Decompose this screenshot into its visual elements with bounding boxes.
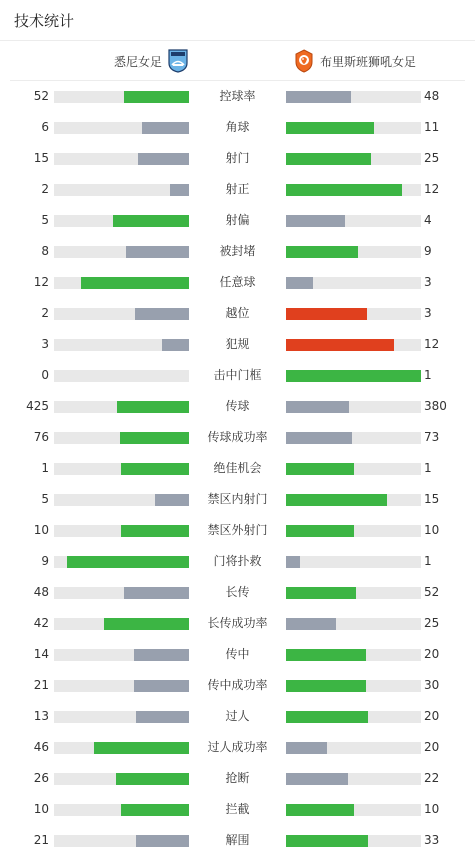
- away-stat-bar-fill: [286, 742, 327, 754]
- stat-row: [0, 670, 475, 701]
- away-stat-bar: [286, 711, 421, 723]
- home-stat-value: 21: [33, 833, 49, 847]
- home-stat-value: 1: [41, 461, 49, 475]
- away-stat-value: 1: [424, 554, 432, 568]
- away-team-header: [294, 49, 416, 73]
- away-stat-bar: [286, 463, 421, 475]
- home-stat-value: 10: [33, 802, 49, 816]
- home-stat-value: 13: [33, 709, 49, 723]
- stat-label: 犯规: [225, 337, 250, 351]
- home-stat-bar: [54, 246, 189, 258]
- home-stat-bar: [54, 680, 189, 692]
- home-stat-bar-fill: [136, 835, 189, 847]
- home-stat-value: 3: [41, 337, 49, 351]
- stat-row: [0, 577, 475, 608]
- stat-label: 抢断: [225, 771, 250, 785]
- home-stat-bar: [54, 742, 189, 754]
- home-stat-bar: [54, 432, 189, 444]
- home-stat-bar: [54, 91, 189, 103]
- stat-label: 绝佳机会: [213, 461, 262, 475]
- home-stat-value: 14: [33, 647, 49, 661]
- stat-row: [0, 794, 475, 825]
- home-stat-value: 76: [33, 430, 49, 444]
- away-stat-bar-fill: [286, 618, 336, 630]
- away-stat-bar: [286, 153, 421, 165]
- away-stat-value: 10: [424, 802, 440, 816]
- away-stat-bar: [286, 277, 421, 289]
- home-stat-bar: [54, 711, 189, 723]
- home-stat-bar-fill: [162, 339, 189, 351]
- home-stat-value: 52: [33, 89, 49, 103]
- stat-label: 传球成功率: [207, 430, 268, 444]
- away-stat-bar: [286, 525, 421, 537]
- away-stat-bar-fill: [286, 246, 358, 258]
- stat-label: 禁区外射门: [207, 523, 268, 537]
- stat-row: [0, 143, 475, 174]
- stat-row: [0, 81, 475, 112]
- away-stat-value: 3: [424, 275, 432, 289]
- away-stat-bar: [286, 494, 421, 506]
- home-stat-bar-fill: [81, 277, 189, 289]
- home-stat-value: 15: [33, 151, 49, 165]
- home-stat-value: 26: [33, 771, 49, 785]
- away-stat-value: 33: [424, 833, 440, 847]
- stat-row: [0, 112, 475, 143]
- stat-row: [0, 732, 475, 763]
- stat-label: 角球: [225, 120, 250, 134]
- away-stat-bar: [286, 804, 421, 816]
- stat-row: [0, 825, 475, 856]
- stat-row: [0, 608, 475, 639]
- home-stat-value: 0: [41, 368, 49, 382]
- stat-label: 拦截: [225, 802, 250, 816]
- home-team-header: [114, 49, 188, 73]
- stat-row: [0, 205, 475, 236]
- section-title: 技术统计: [14, 12, 75, 30]
- stat-row: [0, 174, 475, 205]
- away-stat-value: 12: [424, 182, 440, 196]
- stat-label: 传中成功率: [207, 678, 268, 692]
- stat-label: 传中: [225, 647, 250, 661]
- home-stat-bar-fill: [121, 525, 189, 537]
- away-stat-bar-fill: [286, 804, 354, 816]
- away-stat-value: 25: [424, 616, 440, 630]
- stat-row: [0, 267, 475, 298]
- away-stat-bar: [286, 122, 421, 134]
- home-stat-bar-fill: [142, 122, 189, 134]
- stat-row: [0, 422, 475, 453]
- away-stat-value: 10: [424, 523, 440, 537]
- stat-row: [0, 701, 475, 732]
- away-stat-bar: [286, 587, 421, 599]
- stat-row: [0, 298, 475, 329]
- stat-label: 射门: [225, 151, 250, 165]
- home-stat-value: 42: [33, 616, 49, 630]
- away-stat-value: 9: [424, 244, 432, 258]
- away-stat-value: 52: [424, 585, 440, 599]
- stat-row: [0, 360, 475, 391]
- stat-label: 射正: [225, 182, 250, 196]
- away-stat-value: 4: [424, 213, 432, 227]
- away-stat-bar-fill: [286, 339, 394, 351]
- away-stat-value: 380: [424, 399, 447, 413]
- away-stat-value: 3: [424, 306, 432, 320]
- away-stat-bar-fill: [286, 122, 374, 134]
- away-stat-bar-fill: [286, 773, 348, 785]
- away-stat-value: 1: [424, 461, 432, 475]
- away-stat-bar-fill: [286, 432, 352, 444]
- home-stat-bar: [54, 649, 189, 661]
- stat-row: [0, 639, 475, 670]
- away-stat-bar-fill: [286, 525, 354, 537]
- home-stat-value: 425: [26, 399, 49, 413]
- away-stat-bar-fill: [286, 556, 300, 568]
- home-stat-bar-fill: [124, 91, 189, 103]
- away-stat-bar-fill: [286, 277, 313, 289]
- away-stat-value: 12: [424, 337, 440, 351]
- stat-label: 击中门框: [213, 368, 262, 382]
- home-stat-value: 2: [41, 306, 49, 320]
- sydney-fc-crest-icon: [168, 49, 188, 73]
- home-stat-bar-fill: [117, 401, 189, 413]
- stat-row: [0, 763, 475, 794]
- away-stat-bar: [286, 401, 421, 413]
- away-stat-bar-fill: [286, 308, 367, 320]
- home-stat-value: 46: [33, 740, 49, 754]
- stat-row: [0, 515, 475, 546]
- away-stat-bar-fill: [286, 649, 366, 661]
- away-stat-bar: [286, 835, 421, 847]
- home-stat-bar: [54, 587, 189, 599]
- home-stat-bar-fill: [67, 556, 189, 568]
- home-stat-bar: [54, 308, 189, 320]
- stat-row: [0, 236, 475, 267]
- home-stat-bar-fill: [121, 463, 189, 475]
- home-stat-bar: [54, 618, 189, 630]
- home-stat-bar-fill: [136, 711, 189, 723]
- stat-label: 长传成功率: [207, 616, 268, 630]
- away-stat-bar: [286, 246, 421, 258]
- stat-label: 被封堵: [219, 244, 256, 258]
- away-stat-bar: [286, 680, 421, 692]
- home-stat-bar-fill: [134, 649, 189, 661]
- away-stat-bar: [286, 91, 421, 103]
- away-stat-bar-fill: [286, 401, 349, 413]
- away-stat-bar-fill: [286, 215, 345, 227]
- away-stat-value: 20: [424, 709, 440, 723]
- stat-label: 禁区内射门: [207, 492, 268, 506]
- home-stat-value: 21: [33, 678, 49, 692]
- stat-label: 射偏: [225, 213, 250, 227]
- home-stat-bar: [54, 463, 189, 475]
- home-stat-bar-fill: [113, 215, 189, 227]
- home-stat-bar-fill: [138, 153, 189, 165]
- away-stat-bar: [286, 649, 421, 661]
- home-stat-value: 6: [41, 120, 49, 134]
- away-stat-bar-fill: [286, 587, 356, 599]
- home-stat-bar: [54, 556, 189, 568]
- home-stat-bar: [54, 339, 189, 351]
- home-stat-bar-fill: [120, 432, 189, 444]
- away-stat-value: 73: [424, 430, 440, 444]
- away-stat-bar-fill: [286, 711, 368, 723]
- stat-row: [0, 391, 475, 422]
- home-stat-bar-fill: [135, 308, 189, 320]
- home-stat-bar-fill: [126, 246, 189, 258]
- home-stat-bar: [54, 184, 189, 196]
- away-team-name: 布里斯班狮吼女足: [320, 54, 417, 69]
- home-stat-value: 5: [41, 213, 49, 227]
- home-stat-bar-fill: [155, 494, 189, 506]
- home-stat-value: 9: [41, 554, 49, 568]
- away-stat-value: 48: [424, 89, 440, 103]
- away-stat-bar-fill: [286, 153, 371, 165]
- away-stat-bar-fill: [286, 494, 387, 506]
- stat-row: [0, 453, 475, 484]
- home-stat-bar-fill: [170, 184, 189, 196]
- stat-label: 门将扑救: [213, 554, 262, 568]
- home-team-name: 悉尼女足: [114, 54, 163, 69]
- home-stat-bar-fill: [121, 804, 189, 816]
- home-stat-bar: [54, 525, 189, 537]
- stat-label: 过人: [225, 709, 250, 723]
- away-stat-bar: [286, 618, 421, 630]
- stat-label: 控球率: [219, 89, 256, 103]
- away-stat-value: 30: [424, 678, 440, 692]
- home-stat-value: 12: [33, 275, 49, 289]
- away-stat-bar: [286, 215, 421, 227]
- away-stat-bar-fill: [286, 184, 402, 196]
- stat-row: [0, 546, 475, 577]
- home-stat-bar: [54, 804, 189, 816]
- away-stat-bar: [286, 339, 421, 351]
- away-stat-value: 20: [424, 740, 440, 754]
- home-stat-value: 5: [41, 492, 49, 506]
- away-stat-value: 20: [424, 647, 440, 661]
- home-stat-bar-fill: [104, 618, 189, 630]
- stat-row: [0, 329, 475, 360]
- home-stat-bar: [54, 370, 189, 382]
- stat-label: 传球: [225, 399, 250, 413]
- away-stat-bar-fill: [286, 835, 368, 847]
- home-stat-bar-fill: [94, 742, 189, 754]
- away-stat-bar-fill: [286, 91, 351, 103]
- away-stat-bar: [286, 556, 421, 568]
- away-stat-value: 11: [424, 120, 440, 134]
- stat-label: 过人成功率: [207, 740, 268, 754]
- home-stat-bar-fill: [116, 773, 189, 785]
- home-stat-bar: [54, 153, 189, 165]
- stat-label: 长传: [225, 585, 250, 599]
- home-stat-bar-fill: [124, 587, 189, 599]
- stat-row: [0, 484, 475, 515]
- home-stat-value: 10: [33, 523, 49, 537]
- away-stat-bar: [286, 370, 421, 382]
- home-stat-value: 2: [41, 182, 49, 196]
- stat-label: 解围: [225, 833, 250, 847]
- away-stat-bar: [286, 773, 421, 785]
- home-stat-bar: [54, 215, 189, 227]
- away-stat-bar-fill: [286, 370, 421, 382]
- stat-label: 越位: [225, 306, 250, 320]
- away-stat-value: 22: [424, 771, 440, 785]
- brisbane-roar-crest-icon: [294, 49, 314, 73]
- home-stat-bar: [54, 835, 189, 847]
- home-stat-bar: [54, 277, 189, 289]
- away-stat-bar-fill: [286, 680, 366, 692]
- home-stat-bar: [54, 773, 189, 785]
- home-stat-bar-fill: [134, 680, 189, 692]
- away-stat-value: 15: [424, 492, 440, 506]
- home-stat-bar: [54, 401, 189, 413]
- home-stat-value: 48: [33, 585, 49, 599]
- stat-label: 任意球: [219, 275, 256, 289]
- away-stat-bar: [286, 308, 421, 320]
- away-stat-bar: [286, 432, 421, 444]
- away-stat-value: 25: [424, 151, 440, 165]
- header-divider: [0, 40, 475, 41]
- away-stat-bar-fill: [286, 463, 354, 475]
- away-stat-bar: [286, 184, 421, 196]
- home-stat-bar: [54, 122, 189, 134]
- home-stat-value: 8: [41, 244, 49, 258]
- away-stat-value: 1: [424, 368, 432, 382]
- home-stat-bar: [54, 494, 189, 506]
- away-stat-bar: [286, 742, 421, 754]
